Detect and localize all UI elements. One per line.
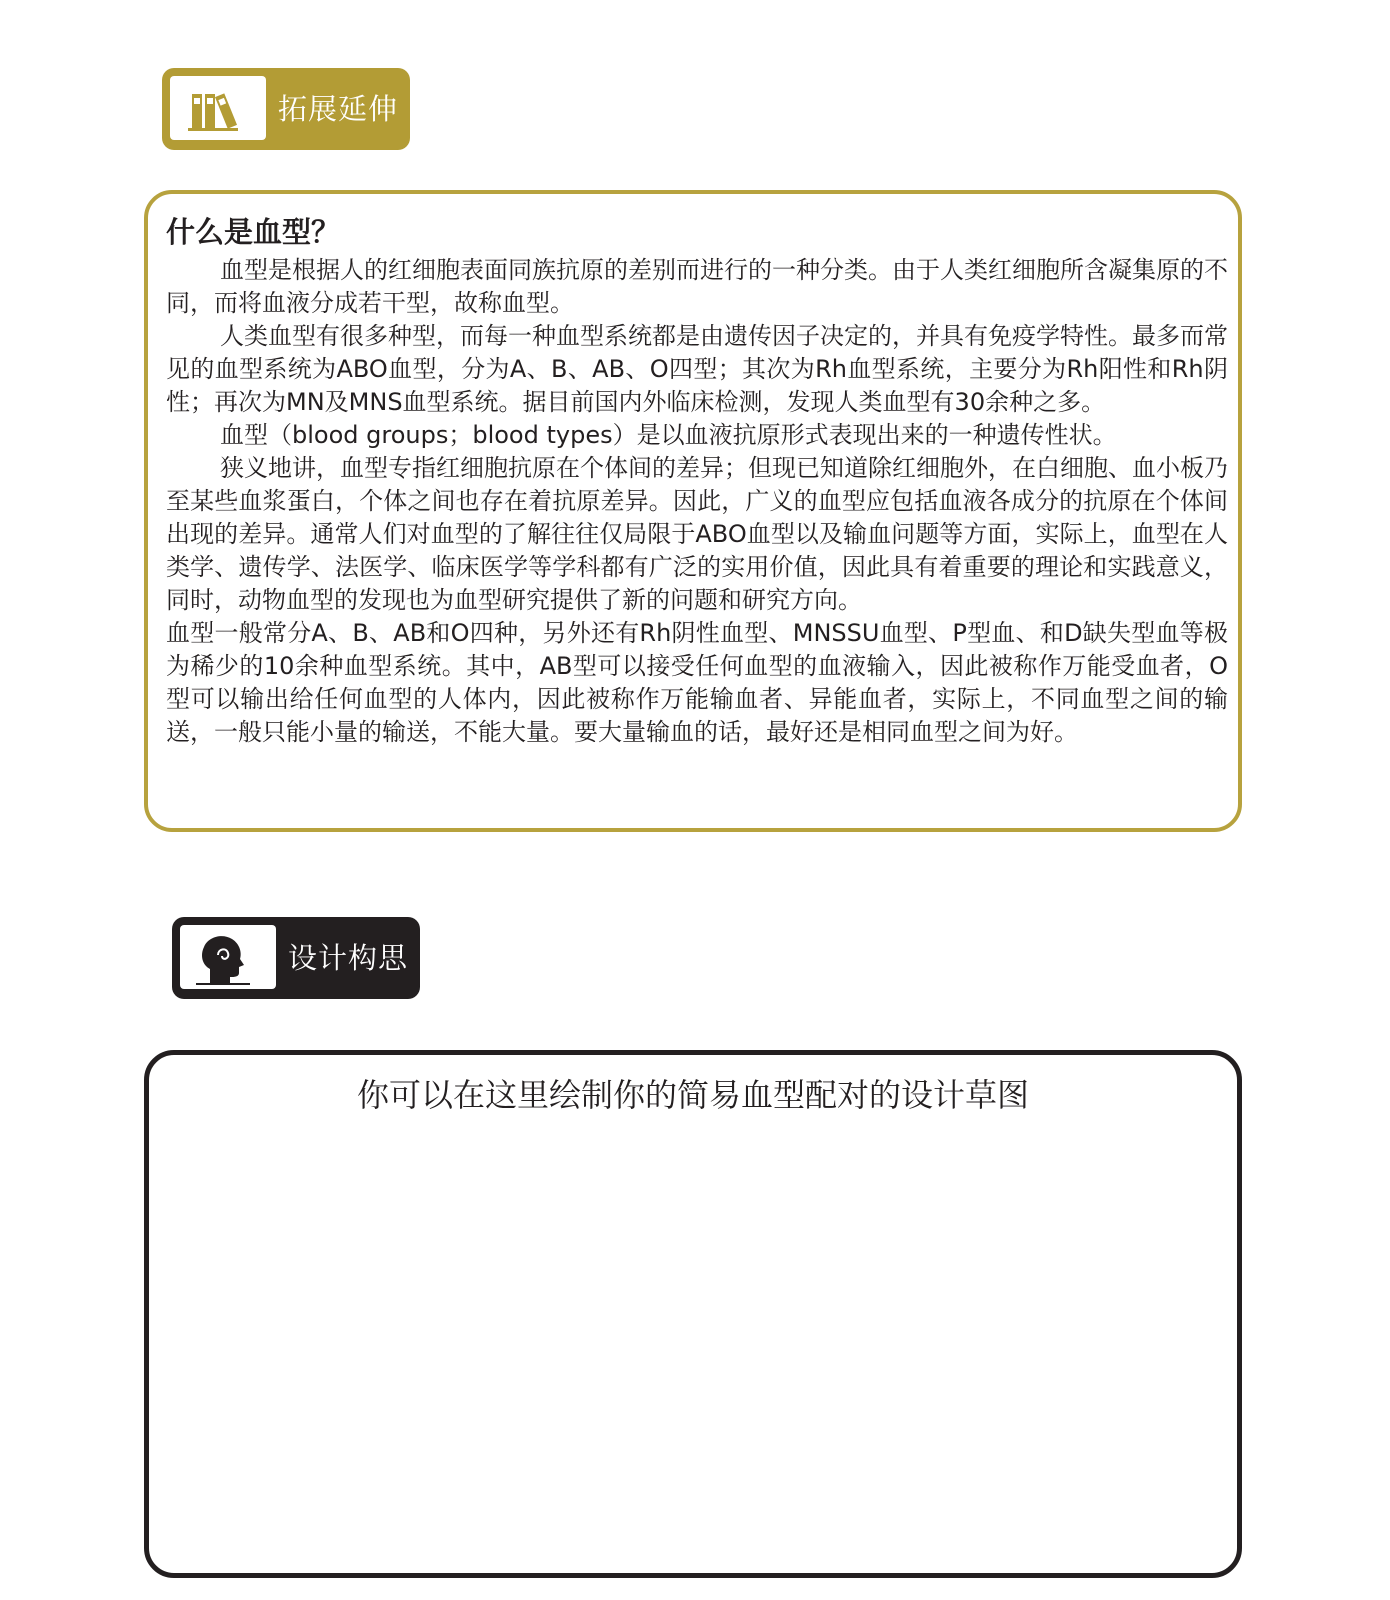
thinking-head-icon [180,925,276,989]
sketch-drawing-area[interactable] [144,1050,1242,1578]
info-paragraph: 血型（blood groups；blood types）是以血液抗原形式表现出来的一种遗传性状。 [220,421,1117,449]
binders-icon [170,76,266,140]
info-title: 什么是血型？ [166,215,341,249]
sketch-title: 你可以在这里绘制你的简易血型配对的设计草图 [356,1076,1029,1114]
info-paragraph: 狭义地讲，血型专指红细胞抗原在个体间的差异；但现已知道除红细胞外，在白细胞、血小板乃至某些血浆蛋白，个体之间也存在着抗原差异。因此，广义的血型应包括血液各成分的抗原在个体间出现的差异。通常人们对血型的了解往往仅局限于ABO血型以及输血问题等方面，实际上，血型在人类学、遗传学、法医学、临床医学等学科都有广泛的实用价值，因此具有着重要的理论和实践意义，同时，动物血型的发现也为血型研究提供了新的问题和研究方向。 [166,454,1228,614]
info-paragraph: 血型一般常分A、B、AB和O四种，另外还有Rh阴性血型、MNSSU血型、P型血、和D缺失型血等极为稀少的10余种血型系统。其中，AB型可以接受任何血型的血液输入，因此被称作万能受血者，O型可以输出给任何血型的人体内，因此被称作万能输血者、异能血者，实际上，不同血型之间的输送，一般只能小量的输送，不能大量。要大量输血的话，最好还是相同血型之间为好。 [166,619,1228,746]
design-section-badge [172,917,420,999]
blood-type-info-box [144,190,1242,832]
extension-section-badge [162,68,410,150]
extension-badge-label: 拓展延伸 [278,92,399,126]
info-paragraph: 人类血型有很多种型，而每一种血型系统都是由遗传因子决定的，并具有免疫学特性。最多而常见的血型系统为ABO血型，分为A、B、AB、O四型；其次为Rh血型系统，主要分为Rh阳性和Rh阴性；再次为MN及MNS血型系统。据目前国内外临床检测，发现人类血型有30余种之多。 [166,322,1228,416]
info-paragraph: 血型是根据人的红细胞表面同族抗原的差别而进行的一种分类。由于人类红细胞所含凝集原的不同，而将血液分成若干型，故称血型。 [166,256,1228,317]
design-badge-label: 设计构思 [288,941,409,975]
